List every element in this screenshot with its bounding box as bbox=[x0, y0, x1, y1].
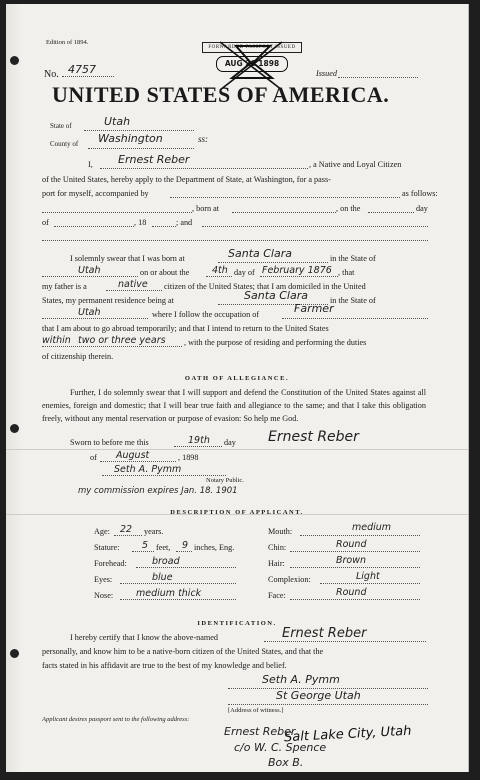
age-value: 22 bbox=[120, 524, 133, 535]
nose-label: Nose: bbox=[94, 591, 114, 600]
send-to-label: Applicant desires passport sent to the following address: bbox=[42, 716, 190, 723]
ident-line2: personally, and know him to be a native-born citizen of the United States, and that the bbox=[42, 647, 324, 656]
birth-place: Santa Clara bbox=[228, 247, 292, 260]
chin-value: Round bbox=[336, 539, 367, 550]
forehead-value: broad bbox=[152, 556, 180, 567]
app-line1-pre: I, bbox=[88, 160, 93, 169]
oath-line2-mid2: day of bbox=[234, 268, 255, 277]
ident-line1-pre: I hereby certify that I know the above-named bbox=[70, 633, 218, 642]
app-line4-day: day bbox=[416, 204, 428, 213]
witness-address: St George Utah bbox=[276, 689, 361, 702]
nose-value: medium thick bbox=[136, 588, 202, 599]
sworn-day: 19th bbox=[188, 435, 210, 446]
sworn-year: , 1898 bbox=[178, 453, 199, 462]
stamp-top-text: FORWARDED PASSPORT ISSUED bbox=[202, 42, 302, 53]
punch-hole bbox=[10, 56, 19, 65]
commission-note: my commission expires Jan. 18. 1901 bbox=[78, 486, 238, 496]
ident-line3: facts stated in his affidavit are true to the best of my knowledge and belief. bbox=[42, 661, 287, 670]
stature-label: Stature: bbox=[94, 543, 120, 552]
oath-line7-post: , with the purpose of residing and performing the duties bbox=[184, 338, 367, 347]
birth-day: 4th bbox=[212, 265, 228, 276]
description-heading: DESCRIPTION OF APPLICANT. bbox=[170, 509, 304, 516]
app-line3: port for myself, accompanied by bbox=[42, 189, 149, 198]
identification-heading: IDENTIFICATION. bbox=[197, 620, 277, 627]
inches-value: 9 bbox=[182, 540, 189, 551]
age-unit: years. bbox=[144, 527, 164, 536]
county-label: County of bbox=[50, 140, 79, 148]
inches-unit: inches, Eng. bbox=[194, 543, 235, 552]
app-line4-end: , on the bbox=[336, 204, 361, 213]
application-number: 4757 bbox=[68, 63, 96, 76]
oath-line4-pre: States, my permanent residence being at bbox=[42, 296, 174, 305]
county-value: Washington bbox=[98, 132, 163, 145]
passport-application-page bbox=[6, 4, 469, 772]
hair-label: Hair: bbox=[268, 559, 285, 568]
app-line5-pre: of bbox=[42, 218, 49, 227]
face-label: Face: bbox=[268, 591, 286, 600]
return-duration: two or three years bbox=[78, 335, 166, 346]
complexion-value: Light bbox=[356, 571, 380, 582]
forehead-label: Forehead: bbox=[94, 559, 127, 568]
oath-line1-pre: I solemnly swear that I was born at bbox=[70, 254, 185, 263]
complexion-label: Complexion: bbox=[268, 575, 311, 584]
state-label: State of bbox=[50, 122, 72, 130]
oath-line1-post: in the State of bbox=[330, 254, 376, 263]
allegiance-heading: OATH OF ALLEGIANCE. bbox=[184, 375, 290, 382]
oath-line6: that I am about to go abroad temporarily; and that I intend to return to the United States bbox=[42, 324, 329, 333]
address-line-4: Salt Lake City, Utah bbox=[283, 723, 412, 746]
county-ss: ss: bbox=[198, 134, 209, 144]
app-line5-mid: , 18 bbox=[134, 218, 147, 227]
oath-line2-end: , that bbox=[338, 268, 355, 277]
app-line2: of the United States, hereby apply to the Department of State, at Washington, for a pass- bbox=[42, 175, 331, 184]
applicant-name: Ernest Reber bbox=[118, 153, 190, 166]
residence: Santa Clara bbox=[244, 289, 308, 302]
sworn-month-pre: of bbox=[90, 453, 97, 462]
eyes-value: blue bbox=[152, 572, 173, 583]
allegiance-text: Further, I do solemnly swear that I will support and defend the Constitution of the United States against all enemies, foreign and domestic; that I will bear true faith and allegiance to the same; and that I take this obligation freely, without any mental reservation or purpose of evasion: So help me God. bbox=[42, 388, 426, 423]
witness-address-label: [Address of witness.] bbox=[228, 707, 284, 714]
oath-line3-pre: my father is a bbox=[42, 282, 87, 291]
fold-line bbox=[6, 449, 468, 450]
oath-line5-mid: where I follow the occupation of bbox=[152, 310, 260, 319]
age-label: Age: bbox=[94, 527, 110, 536]
document-title: UNITED STATES OF AMERICA. bbox=[52, 82, 390, 107]
father-status: native bbox=[118, 279, 148, 290]
punch-hole bbox=[10, 649, 19, 658]
birth-month-year: February 1876 bbox=[262, 265, 332, 276]
issued-label: Issued bbox=[316, 69, 337, 78]
received-stamp bbox=[202, 42, 302, 86]
address-line-2: c/o W. C. Spence bbox=[234, 741, 327, 754]
sworn-pre: Sworn to before me this bbox=[70, 438, 149, 447]
app-line3-end: as follows: bbox=[402, 189, 438, 198]
state-value: Utah bbox=[104, 115, 131, 128]
edition-note: Edition of 1894. bbox=[46, 39, 89, 46]
sworn-month: August bbox=[116, 450, 150, 461]
oath-line2-mid: on or about the bbox=[140, 268, 190, 277]
app-line1-post: , a Native and Loyal Citizen bbox=[309, 160, 402, 169]
eyes-label: Eyes: bbox=[94, 575, 113, 584]
oath-line3-post: citizen of the United States; that I am domiciled in the United bbox=[164, 282, 366, 291]
witness-signature: Seth A. Pymm bbox=[262, 673, 340, 686]
feet-value: 5 bbox=[142, 540, 149, 551]
address-line-3: Box B. bbox=[268, 756, 304, 769]
mouth-label: Mouth: bbox=[268, 527, 293, 536]
notary-signature: Seth A. Pymm bbox=[114, 464, 182, 475]
oath-line8: of citizenship therein. bbox=[42, 352, 114, 361]
stamp-date: AUG 26 1898 bbox=[216, 56, 288, 72]
hair-value: Brown bbox=[336, 555, 367, 566]
oath-line4-post: in the State of bbox=[330, 296, 376, 305]
oath-line7-pre: within bbox=[42, 335, 71, 346]
applicant-signature: Ernest Reber bbox=[268, 429, 359, 445]
app-line5-post: ; and bbox=[176, 218, 193, 227]
birth-state: Utah bbox=[78, 265, 101, 276]
chin-label: Chin: bbox=[268, 543, 287, 552]
sworn-day-label: day bbox=[224, 438, 236, 447]
app-line4-mid: , born at bbox=[192, 204, 220, 213]
ident-name: Ernest Reber bbox=[282, 626, 367, 641]
mouth-value: medium bbox=[352, 522, 392, 533]
punch-hole bbox=[10, 424, 19, 433]
notary-label: Notary Public. bbox=[206, 477, 244, 484]
address-line-1: Ernest Reber bbox=[224, 725, 296, 738]
number-label: No. bbox=[44, 69, 59, 80]
occupation: Farmer bbox=[294, 302, 334, 315]
residence-state: Utah bbox=[78, 307, 101, 318]
feet-unit: feet, bbox=[156, 543, 171, 552]
face-value: Round bbox=[336, 587, 367, 598]
